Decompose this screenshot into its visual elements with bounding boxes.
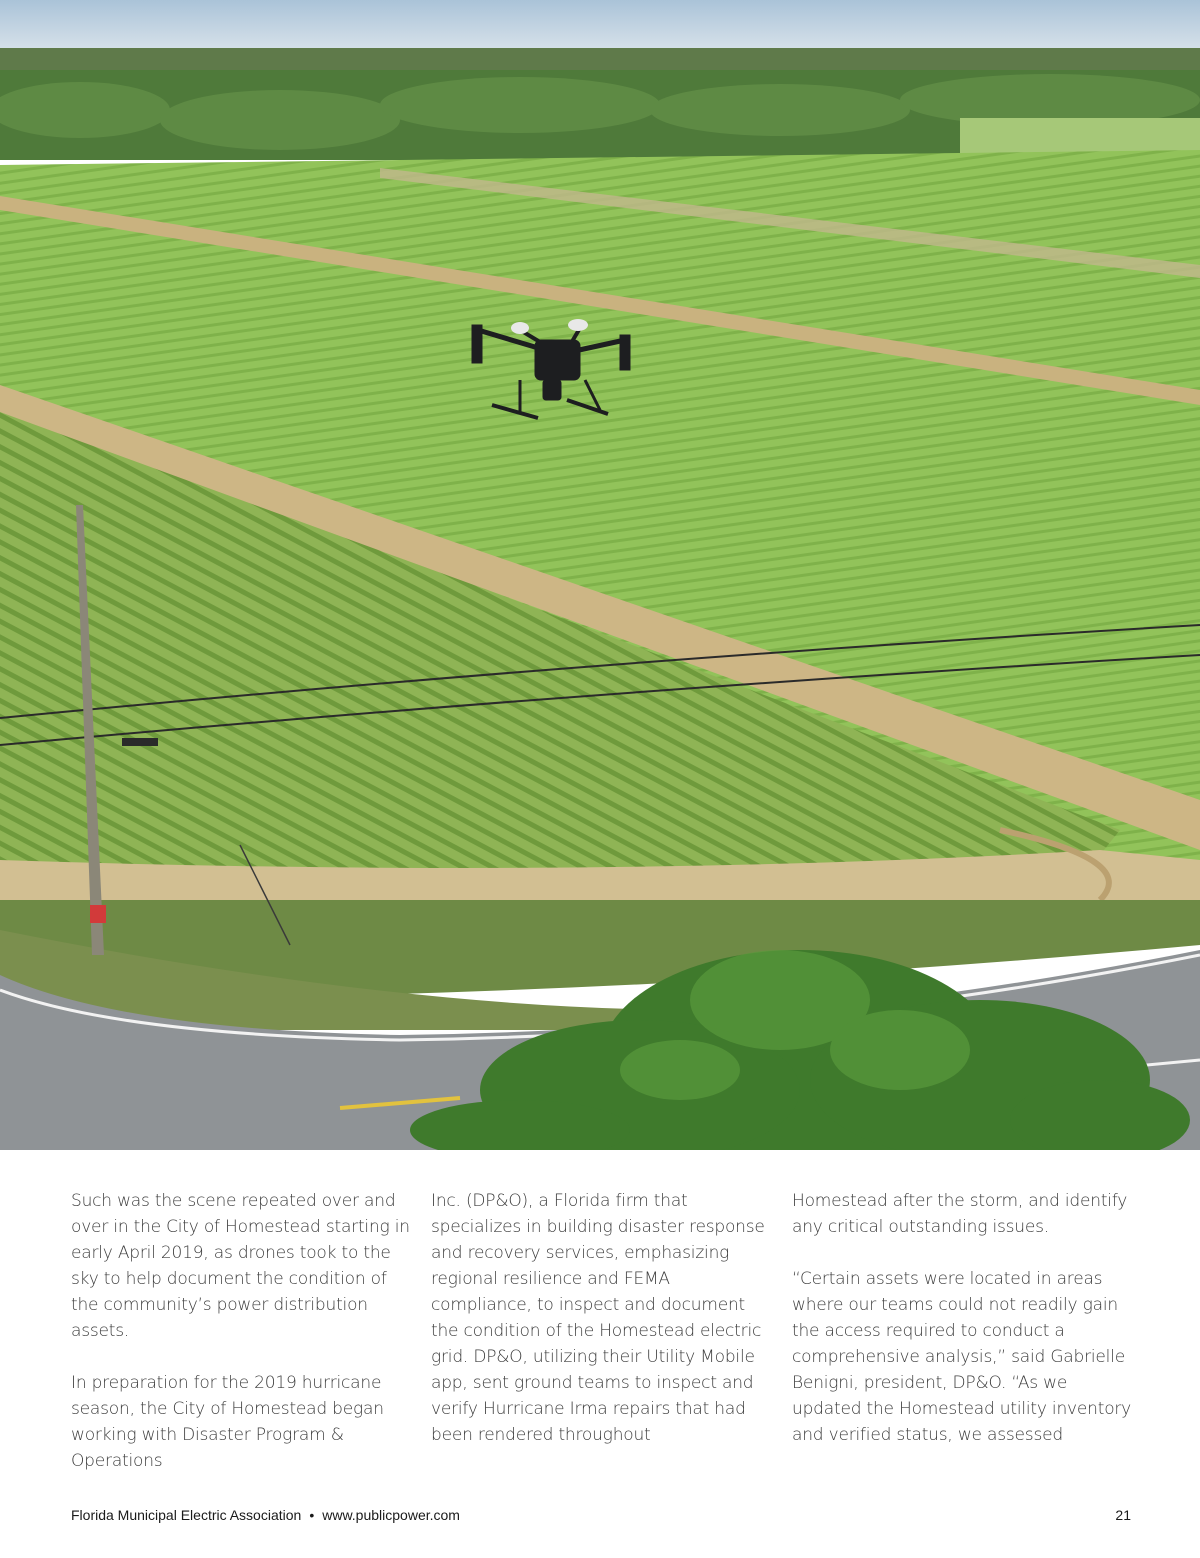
paragraph: Homestead after the storm, and identify any critical outstanding issues.: [792, 1191, 1128, 1237]
article-column-3: [792, 1188, 1136, 1474]
article-body: [71, 1188, 1132, 1471]
paragraph: Inc. (DP&O), a Florida firm that specializes in building disaster response and recovery services, emphasizing regional resilience and FEMA compliance, to inspect and document the condition of the Homestead electric grid. DP&O, utilizing their Utility Mobile app, sent ground teams to inspect and verify Hurricane Irma repairs that had been rendered throughout: [431, 1191, 765, 1445]
article-column-1: [71, 1188, 415, 1500]
paragraph: In preparation for the 2019 hurricane season, the City of Homestead began working with Disaster Program & Operations: [71, 1373, 384, 1471]
paragraph: Such was the scene repeated over and over in the City of Homestead starting in early April 2019, as drones took to the sky to help document the condition of the community’s power distribution assets.: [71, 1191, 410, 1341]
paragraph: “Certain assets were located in areas where our teams could not readily gain the access required to conduct a comprehensive analysis,” said Gabrielle Benigni, president, DP&O. “As we updated the Homestead utility inventory and verified status, we assessed: [792, 1269, 1132, 1445]
footer-credit: [71, 1507, 460, 1523]
article-column-2: [431, 1188, 775, 1474]
page-footer: [71, 1507, 1131, 1529]
footer-url: www.publicpower.com: [322, 1507, 460, 1523]
footer-separator: •: [309, 1507, 315, 1523]
page-number: 21: [1115, 1507, 1131, 1523]
footer-org: Florida Municipal Electric Association: [71, 1507, 302, 1523]
